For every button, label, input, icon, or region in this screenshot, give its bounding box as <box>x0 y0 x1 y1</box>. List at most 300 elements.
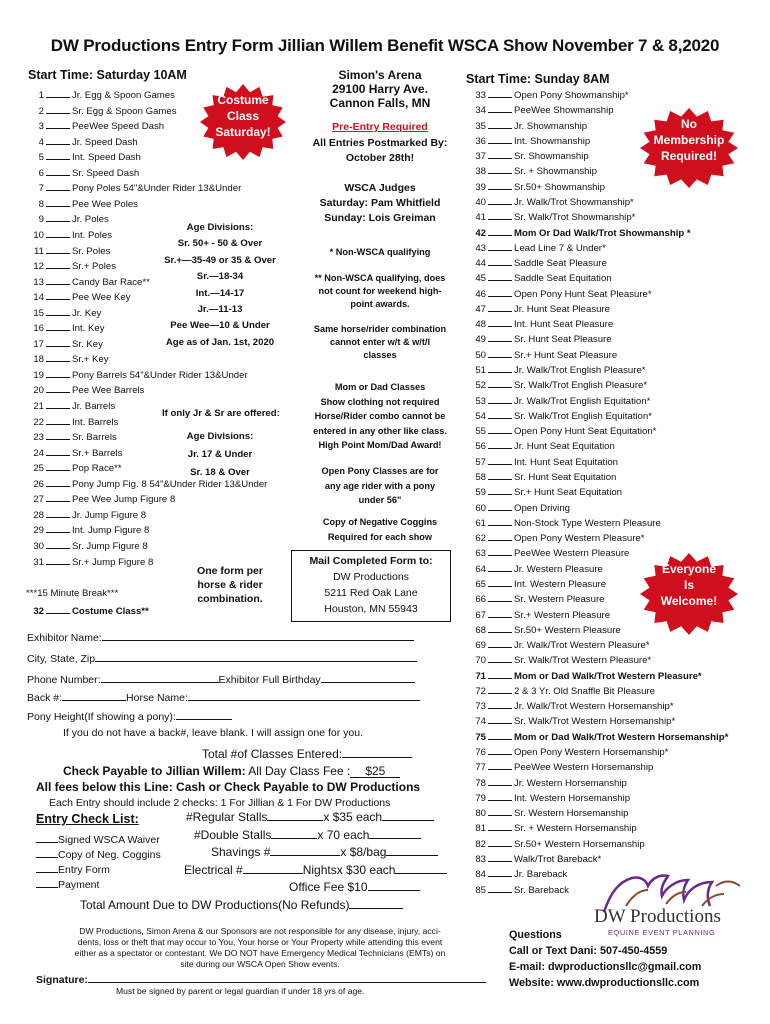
class-row <box>468 624 621 636</box>
entry-blank[interactable] <box>46 229 70 238</box>
class-number: 55 <box>475 426 486 438</box>
class-name: Sr. Poles <box>72 245 111 257</box>
entry-blank[interactable] <box>46 400 70 409</box>
class-row <box>468 609 610 621</box>
fee-row: #Regular Stalls x $35 each <box>186 810 434 824</box>
entry-blank[interactable] <box>488 715 512 724</box>
class-name: Pee Wee Jump Figure 8 <box>72 494 176 506</box>
entry-blank[interactable] <box>488 395 512 404</box>
class-name: Sr.+ Jump Figure 8 <box>72 556 154 568</box>
entry-blank[interactable] <box>46 136 70 145</box>
entry-blank[interactable] <box>488 853 512 862</box>
class-name: Open Pony Hunt Seat Equitation* <box>514 426 657 438</box>
class-name: Candy Bar Race** <box>72 276 150 288</box>
class-name: Costume Class** <box>72 606 149 617</box>
class-row <box>468 303 610 315</box>
class-number: 81 <box>475 823 486 835</box>
fee-row: Shavings # x $8/bag <box>211 845 438 859</box>
class-name: Mom Or Dad Walk/Trot Showmanship * <box>514 227 691 239</box>
costume-burst-text: Costume Class Saturday! <box>215 93 271 140</box>
checklist-checkbox[interactable] <box>36 833 58 843</box>
class-name: Pee Wee Key <box>72 292 131 304</box>
class-name: PeeWee Showmanship <box>514 105 614 117</box>
entry-blank[interactable] <box>46 462 70 471</box>
entry-blank[interactable] <box>46 509 70 518</box>
entry-blank[interactable] <box>46 605 70 614</box>
entry-blank[interactable] <box>488 624 512 633</box>
class-name: Pop Race** <box>72 463 122 475</box>
entry-blank[interactable] <box>46 89 70 98</box>
class-number: 82 <box>475 838 486 850</box>
class-number: 56 <box>475 441 486 453</box>
entry-blank[interactable] <box>46 182 70 191</box>
checklist-checkbox[interactable] <box>36 863 58 873</box>
class-row <box>468 165 597 177</box>
class-row <box>468 364 646 376</box>
city-state-zip-field[interactable] <box>95 652 417 662</box>
class-number: 83 <box>475 854 486 865</box>
saturday-start-time: Start Time: Saturday 10AM <box>28 68 187 82</box>
class-row <box>468 868 567 880</box>
class-name: Sr. Speed Dash <box>72 167 140 179</box>
class-row <box>468 563 603 575</box>
class-name: Sr. Walk/Trot Western Horsemanship* <box>514 716 676 728</box>
pony-height-field[interactable] <box>176 710 232 720</box>
horse-name-field[interactable] <box>188 691 420 701</box>
class-row <box>26 322 105 334</box>
class-name: PeeWee Western Pleasure <box>514 548 630 560</box>
class-number: 41 <box>475 212 486 224</box>
class-number: 71 <box>475 670 486 682</box>
class-number: 72 <box>475 685 486 697</box>
office-fee-row: Office Fee $10 <box>289 880 420 894</box>
total-due-field[interactable] <box>349 899 403 909</box>
class-name: Sr. Hunt Seat Equitation <box>514 472 617 483</box>
class-row <box>468 884 569 896</box>
exhibitor-name-field[interactable] <box>102 631 414 641</box>
class-number: 54 <box>475 410 486 422</box>
entry-blank[interactable] <box>46 447 70 456</box>
class-number: 66 <box>475 594 486 606</box>
entry-blank[interactable] <box>46 213 70 222</box>
pre-entry-required: Pre-Entry Required <box>332 121 428 133</box>
class-name: Sr.+ Poles <box>72 261 116 273</box>
class-name: Saddle Seat Equitation <box>514 273 612 285</box>
entry-blank[interactable] <box>488 700 512 709</box>
class-number: 43 <box>475 242 486 254</box>
fee-total-field[interactable] <box>386 846 438 856</box>
entry-blank[interactable] <box>488 822 512 831</box>
entry-blank[interactable] <box>46 493 70 502</box>
class-row <box>26 151 141 163</box>
class-row <box>468 104 614 116</box>
entry-blank[interactable] <box>488 135 512 144</box>
class-row <box>26 556 153 568</box>
liability-disclaimer: DW Productions, Simon Arena & our Sponsors are not responsible for any disease, injury, acci- dents, loss or theft that may occur to You, Your horse or Your Property while attending this event either as a spectator or contestant. We DO NOT have Emergency Medical Technicians (EMTs) on site during our WSCA Open Show events. <box>74 926 446 969</box>
class-row <box>468 807 628 819</box>
check-payable-row: Check Payable to Jillian Willem: All Day Class Fee : $25 <box>63 764 400 778</box>
class-name: Lead Line 7 & Under* <box>514 242 606 254</box>
class-row <box>468 777 627 789</box>
class-row <box>26 105 177 117</box>
if-only-jr-sr: If only Jr & Sr are offered: <box>162 408 280 419</box>
entry-blank[interactable] <box>46 151 70 160</box>
entry-blank[interactable] <box>488 578 512 587</box>
entry-checklist-title: Entry Check List: <box>36 812 139 826</box>
two-checks-note: Each Entry should include 2 checks: 1 For Jillian & 1 For DW Productions <box>49 797 391 809</box>
class-row <box>468 838 645 850</box>
phone-row: Phone Number: Exhibitor Full Birthday <box>27 673 415 686</box>
entry-blank[interactable] <box>488 120 512 129</box>
postmark-deadline: All Entries Postmarked By: October 28th! <box>312 137 448 164</box>
class-number: 65 <box>475 578 486 590</box>
class-number: 15 <box>33 307 44 319</box>
class-row <box>26 369 248 381</box>
class-row <box>468 654 651 666</box>
class-number: 53 <box>475 395 486 407</box>
age-divisions-title: Age Divisions: <box>186 222 254 233</box>
class-name: Jr. Western Horsemanship <box>514 777 627 789</box>
class-row <box>468 746 668 758</box>
fee-quantity-field[interactable] <box>271 829 317 839</box>
class-row <box>26 229 112 241</box>
coggins-note: Copy of Negative Coggins Required for each show <box>322 517 438 542</box>
entry-blank[interactable] <box>488 517 512 526</box>
entry-blank[interactable] <box>488 746 512 755</box>
class-row <box>468 425 656 437</box>
class-name: Int. Jump Figure 8 <box>72 525 150 537</box>
class-row <box>468 670 702 682</box>
class-name: Pony Poles 54"&Under Rider 13&Under <box>72 183 242 195</box>
class-number: 31 <box>33 556 44 568</box>
class-number: 40 <box>475 196 486 208</box>
entry-blank[interactable] <box>488 227 512 236</box>
entry-blank[interactable] <box>46 416 70 425</box>
entry-blank[interactable] <box>488 440 512 449</box>
class-name: Open Pony Hunt Seat Pleasure* <box>514 288 652 300</box>
entry-blank[interactable] <box>488 456 512 465</box>
class-number: 20 <box>33 385 44 397</box>
entry-blank[interactable] <box>488 884 512 893</box>
entry-blank[interactable] <box>488 777 512 786</box>
entry-blank[interactable] <box>46 322 70 331</box>
phone-field[interactable] <box>101 673 219 683</box>
class-name: Pony Jump Fig. 8 54"&Under Rider 13&Under <box>72 478 268 490</box>
class-number: 12 <box>33 261 44 273</box>
class-row <box>26 307 101 319</box>
class-number: 5 <box>38 152 44 164</box>
page-title: DW Productions Entry Form Jillian Willem Benefit WSCA Show November 7 & 8,2020 <box>50 36 720 55</box>
fee-quantity-field[interactable] <box>267 811 323 821</box>
class-name: Open Pony Showmanship* <box>514 90 629 101</box>
fees-below-line: All fees below this Line: Cash or Check Payable to DW Productions <box>36 780 421 794</box>
class-row <box>26 89 175 101</box>
class-name: Non-Stock Type Western Pleasure <box>514 517 661 529</box>
class-name: Walk/Trot Bareback* <box>514 854 602 865</box>
fee-quantity-field[interactable] <box>243 864 303 874</box>
class-row <box>26 260 116 272</box>
checklist-checkbox[interactable] <box>36 848 58 858</box>
fee-total-field[interactable] <box>369 829 421 839</box>
entry-blank[interactable] <box>488 838 512 847</box>
entry-blank[interactable] <box>488 211 512 220</box>
entry-blank[interactable] <box>46 384 70 393</box>
class-name: Sr. + Western Horsemanship <box>514 823 637 835</box>
class-name: Jr. Walk/Trot Showmanship* <box>514 196 634 208</box>
class-row <box>26 462 122 474</box>
class-number: 60 <box>475 502 486 514</box>
class-row <box>26 447 122 459</box>
class-row <box>26 120 164 132</box>
class-row <box>468 135 590 147</box>
fee-total-field[interactable] <box>382 811 434 821</box>
entry-blank[interactable] <box>488 685 512 694</box>
no-back-note: If you do not have a back#, leave blank. I will assign one for you. <box>63 727 364 739</box>
mail-to-address: Mail Completed Form to: DW Productions 5211 Red Oak Lane Houston, MN 55943 <box>309 555 433 615</box>
entry-blank[interactable] <box>488 257 512 266</box>
entry-blank[interactable] <box>46 260 70 269</box>
class-name: Int. Hunt Seat Equitation <box>514 456 618 468</box>
total-classes-row: Total #of Classes Entered: <box>202 747 412 761</box>
class-number: 16 <box>33 323 44 335</box>
entry-blank[interactable] <box>488 272 512 281</box>
class-row <box>26 493 175 505</box>
entry-blank[interactable] <box>488 731 512 740</box>
class-number: 28 <box>33 509 44 521</box>
class-number: 48 <box>475 319 486 331</box>
class-row <box>468 731 728 743</box>
office-fee-field[interactable] <box>368 881 420 891</box>
entry-blank[interactable] <box>46 353 70 362</box>
class-name: Open Pony Western Horsemanship* <box>514 747 669 759</box>
class-row <box>468 502 570 514</box>
class-name: Int. Hunt Seat Pleasure <box>514 319 614 331</box>
class-number: 14 <box>33 292 44 304</box>
class-number: 13 <box>33 276 44 288</box>
entry-blank[interactable] <box>46 120 70 129</box>
class-row <box>468 150 589 162</box>
class-name: Sr.50+ Showmanship <box>514 181 605 193</box>
entry-blank[interactable] <box>488 593 512 602</box>
class-number: 33 <box>475 90 486 101</box>
class-number: 39 <box>475 181 486 193</box>
class-name: Open Driving <box>514 502 570 514</box>
entry-blank[interactable] <box>488 181 512 190</box>
entry-blank[interactable] <box>46 307 70 316</box>
class-row <box>26 431 117 443</box>
class-number: 46 <box>475 288 486 300</box>
class-name: Int. Western Pleasure <box>514 578 607 590</box>
entry-blank[interactable] <box>488 486 512 495</box>
city-state-zip-row: City, State, Zip <box>27 652 417 665</box>
class-number: 26 <box>33 478 44 490</box>
total-due-row: Total Amount Due to DW Productions(No Refunds) <box>80 898 403 912</box>
back-horse-row: Back #: Horse Name: <box>27 691 420 704</box>
open-pony-note: Open Pony Classes are for any age rider with a pony under 56" <box>321 466 439 505</box>
entry-blank[interactable] <box>488 379 512 388</box>
contact-info: Questions Call or Text Dani: 507-450-4559 E-mail: dwproductionsllc@gmail.com Website: www.dwproductionsllc.com <box>509 929 702 989</box>
entry-blank[interactable] <box>46 556 70 565</box>
entry-blank[interactable] <box>488 563 512 572</box>
class-name: Jr. Barrels <box>72 401 116 412</box>
class-number: 1 <box>38 90 44 101</box>
class-name: Pee Wee Poles <box>72 198 138 210</box>
entry-blank[interactable] <box>46 291 70 300</box>
class-name: Sr. Key <box>72 338 103 350</box>
class-row <box>468 685 655 697</box>
birthday-field[interactable] <box>321 673 415 683</box>
entry-blank[interactable] <box>488 196 512 205</box>
class-name: Jr. Hunt Seat Equitation <box>514 441 615 453</box>
class-name: Int. Key <box>72 323 105 335</box>
class-row <box>468 547 629 559</box>
entry-blank[interactable] <box>488 670 512 679</box>
signature-row: Signature: <box>36 973 486 986</box>
class-number: 6 <box>38 167 44 179</box>
class-name: Jr. Walk/Trot Western Horsemanship* <box>514 701 674 713</box>
entry-blank[interactable] <box>488 761 512 770</box>
entry-blank[interactable] <box>488 89 512 98</box>
class-row <box>468 532 644 544</box>
class-name: Jr. Poles <box>72 214 109 226</box>
entry-blank[interactable] <box>488 104 512 113</box>
entry-blank[interactable] <box>488 318 512 327</box>
entry-blank[interactable] <box>488 349 512 358</box>
entry-blank[interactable] <box>488 654 512 663</box>
entry-blank[interactable] <box>488 639 512 648</box>
same-horse-note: Same horse/rider combination cannot enter w/t & w/t/l classes <box>313 324 447 360</box>
entry-blank[interactable] <box>488 150 512 159</box>
class-number: 73 <box>475 701 486 713</box>
total-classes-field[interactable] <box>342 748 412 758</box>
entry-blank[interactable] <box>488 471 512 480</box>
class-name: Sr. Barrels <box>72 432 117 444</box>
fee-total-field[interactable] <box>395 864 447 874</box>
class-number: 4 <box>38 136 44 148</box>
entry-blank[interactable] <box>46 478 70 487</box>
entry-blank[interactable] <box>488 288 512 297</box>
entry-blank[interactable] <box>488 792 512 801</box>
signature-field[interactable] <box>88 973 486 983</box>
class-number: 44 <box>475 258 486 270</box>
class-number: 21 <box>33 401 44 412</box>
checklist-checkbox[interactable] <box>36 878 58 888</box>
class-number: 52 <box>475 380 486 392</box>
class-number: 75 <box>475 731 486 743</box>
class-name: Sr.50+ Western Horsemanship <box>514 838 645 850</box>
mom-dad-note: Mom or Dad Classes Show clothing not required Horse/Rider combo cannot be entered in any other like class. High Point Mom/Dad Award! <box>313 382 447 450</box>
entry-blank[interactable] <box>46 198 70 207</box>
class-row <box>468 395 650 407</box>
class-number: 50 <box>475 349 486 361</box>
non-wsca-note-2: ** Non-WSCA qualifying, does not count for weekend high- point awards. <box>314 273 446 309</box>
class-row <box>26 182 241 194</box>
class-row <box>468 272 612 284</box>
class-row <box>468 89 629 101</box>
entry-blank[interactable] <box>488 410 512 419</box>
entry-blank[interactable] <box>488 502 512 511</box>
class-number: 11 <box>34 245 44 257</box>
class-number: 68 <box>475 624 486 636</box>
class-name: Pee Wee Barrels <box>72 385 145 397</box>
entry-blank[interactable] <box>488 364 512 373</box>
class-number: 30 <box>33 540 44 552</box>
class-name: Sr. Showmanship <box>514 151 589 163</box>
class-row <box>468 181 605 193</box>
class-number: 18 <box>33 354 44 366</box>
class-number: 57 <box>475 456 486 468</box>
class-number: 61 <box>475 517 486 529</box>
entry-blank[interactable] <box>46 276 70 285</box>
class-row <box>468 211 635 223</box>
class-name: Jr. Walk/Trot English Equitation* <box>514 395 651 407</box>
class-name: Sr. Hunt Seat Pleasure <box>514 334 612 346</box>
fee-quantity-field[interactable] <box>270 846 340 856</box>
class-row <box>26 338 103 350</box>
entry-blank[interactable] <box>488 609 512 618</box>
class-name: Jr. Jump Figure 8 <box>72 509 147 521</box>
class-row <box>468 593 604 605</box>
class-row <box>468 333 612 345</box>
class-row <box>468 700 674 712</box>
class-number: 35 <box>475 120 486 132</box>
class-number: 45 <box>475 273 486 285</box>
class-name: Saddle Seat Pleasure <box>514 258 607 270</box>
entry-blank[interactable] <box>46 105 70 114</box>
class-name: Sr. Walk/Trot Showmanship* <box>514 212 636 224</box>
entry-blank[interactable] <box>46 369 70 378</box>
entry-blank[interactable] <box>46 540 70 549</box>
class-row <box>468 639 650 651</box>
class-name: Sr.50+ Western Pleasure <box>514 624 621 636</box>
class-row <box>468 410 652 422</box>
class-number: 76 <box>475 747 486 759</box>
entry-blank[interactable] <box>488 333 512 342</box>
class-number: 10 <box>33 229 44 241</box>
logo-tagline: EQUINE EVENT PLANNING <box>608 928 716 937</box>
entry-blank[interactable] <box>488 165 512 174</box>
class-row <box>468 853 601 865</box>
class-name: Jr. Walk/Trot Western Pleasure* <box>514 640 650 652</box>
entry-blank[interactable] <box>488 242 512 251</box>
class-name: Sr.+ Hunt Seat Equitation <box>514 487 622 499</box>
entry-blank[interactable] <box>488 868 512 877</box>
class-name: Int. Barrels <box>72 416 119 428</box>
entry-blank[interactable] <box>46 431 70 440</box>
class-name: Sr.+ Barrels <box>72 447 123 459</box>
entry-blank[interactable] <box>488 532 512 541</box>
signature-note: Must be signed by parent or legal guardian if under 18 yrs of age. <box>116 986 365 996</box>
class-row <box>26 353 109 365</box>
entry-blank[interactable] <box>46 524 70 533</box>
class-row <box>26 384 144 396</box>
class-name: Sr. + Showmanship <box>514 166 597 178</box>
entry-blank[interactable] <box>488 303 512 312</box>
fee-row: #Double Stalls x 70 each <box>194 828 421 842</box>
entry-blank[interactable] <box>488 547 512 556</box>
back-number-field[interactable] <box>62 691 126 701</box>
entry-blank[interactable] <box>46 245 70 254</box>
class-name: Sr. Western Horsemanship <box>514 808 629 820</box>
class-number: 29 <box>33 525 44 537</box>
entry-blank[interactable] <box>488 807 512 816</box>
class-name: PeeWee Western Horsemanship <box>514 762 654 774</box>
entry-blank[interactable] <box>46 167 70 176</box>
entry-blank[interactable] <box>46 338 70 347</box>
entry-blank[interactable] <box>488 425 512 434</box>
class-row <box>468 120 587 132</box>
checklist-item: Payment <box>36 878 99 891</box>
